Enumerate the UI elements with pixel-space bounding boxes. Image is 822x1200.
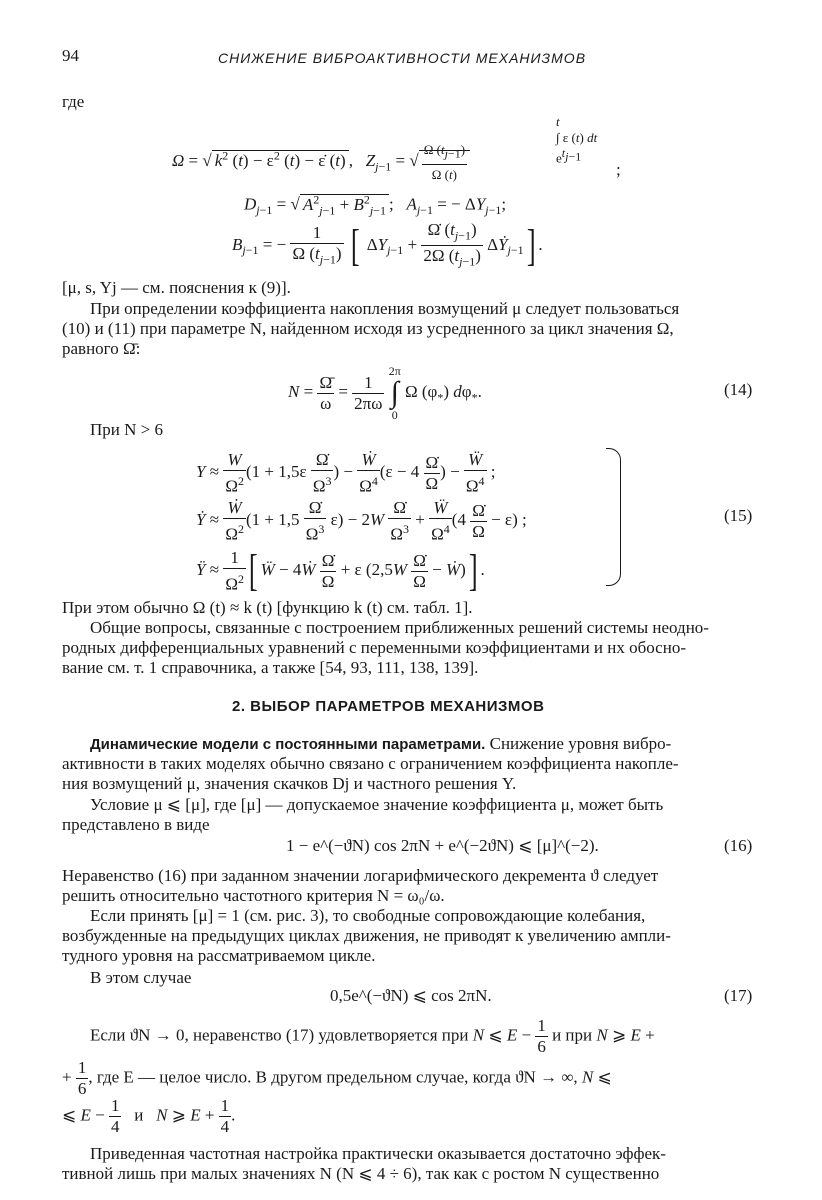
text-note: [μ, s, Yj — см. пояснения к (9)].	[62, 278, 291, 297]
para5-line2: представлено в виде	[62, 815, 210, 834]
eq-14-label: (14)	[724, 380, 753, 399]
para1-line2: (10) и (11) при параметре N, найденном исходя из усредненного за цикл значения Ω,	[62, 319, 674, 338]
para9-text-a: Если ϑN → 0, неравенство (17) удовлетворяется при	[90, 1025, 469, 1045]
eq-z-exponent: t ∫ ε (t) dt $e^{t_{j-1}}$	[556, 114, 598, 166]
section-title: 2. ВЫБОР ПАРАМЕТРОВ МЕХАНИЗМОВ	[232, 698, 545, 715]
eq-15-label: (15)	[724, 506, 753, 525]
runin-title: Динамические модели с постоянными параметрами.	[90, 736, 486, 753]
eq-semicolon: ;	[616, 160, 621, 179]
para8-line1: В этом случае	[90, 968, 192, 987]
eq-16: 1 − e^(−ϑN) cos 2πN + e^(−2ϑN) ⩽ [μ]^(−2).	[286, 836, 599, 855]
para7-line3: тудного уровня на рассматриваемом цикле.	[62, 946, 376, 965]
para3-line2: родных дифференциальных уравнений с переменными коэффициентами и нх обосно-	[62, 638, 686, 657]
eq-15-line3: Ÿ ≈ $\frac{1}{\Omega^2}$ [ Ẅ − 4Ẇ $\frac{\Omegȧ}{\Omega}$ + ε (2,5W $\frac{\Omegȧ}{\Omega}$ − Ẇ)] .	[196, 546, 485, 596]
para9-line2: + $\frac{1}{6}$ , где E — целое число. В другом предельном случае, когда ϑN → ∞, N ⩽	[62, 1058, 612, 1098]
eq-omega-z: Ω = √ $k^2$ $(t) - \varepsilon^2$ (t) − ε̇ (t) , $Z_{j-1}$ = √ $\frac{\Omega (t_{j-1})}{\Omega (t)}$	[172, 140, 470, 185]
para7-line1: Если принять [μ] = 1 (см. рис. 3), то свободные сопровождающие колебания,	[90, 906, 646, 925]
para7-line2: возбужденные на предыдущих циклах движения, не приводят к увеличению ампли-	[62, 926, 671, 945]
para6-line1: Неравенство (16) при заданном значении логарифмического декремента ϑ следует	[62, 866, 659, 885]
para4-line1-rest: Снижение уровня вибро-	[489, 734, 672, 753]
para2-line1: При этом обычно Ω (t) ≈ k (t) [функцию k (t) см. табл. 1].	[62, 598, 473, 617]
para9-text-d: и	[134, 1105, 144, 1125]
eq-d-a: $D_{j-1}$ = √ $A^2_{j-1} + B^2_{j-1}$ ; $A_{j-1}$ = − $\Delta Y_{j-1}$;	[244, 192, 507, 218]
running-title: СНИЖЕНИЕ ВИБРОАКТИВНОСТИ МЕХАНИЗМОВ	[218, 50, 587, 66]
eq-17-label: (17)	[724, 986, 753, 1005]
para9-line1: Если ϑN → 0, неравенство (17) удовлетворяется при N ⩽ E − $\frac{1}{6}$ и при N ⩾ E +	[90, 1016, 655, 1056]
eq-14: N = $\frac{\Omegā}{\omega}$ = $\frac{1}{2\pi\omega}$ 2π ∫ 0 Ω $(\varphi_*)$ $d\varphi_*$.	[288, 364, 482, 422]
para4-line2: активности в таких моделях обычно связано с ограничением коэффициента накопле-	[62, 754, 679, 773]
eq-15-line1: Y ≈ $\frac{W}{\Omega^2}$ (1 + 1,5ε $\frac{\Omegȧ}{\Omega^3}$ ) − $\frac{\text{Ẇ}}{\Omega^4}$ (ε − 4 $\frac{\Omegȧ}{\Omega}$ ) − $\frac{\text{Ẅ}}{\Omega^4}$ ;	[196, 450, 496, 496]
para4-line1	[90, 734, 671, 755]
para5-line1: Условие μ ⩽ [μ], где [μ] — допускаемое значение коэффициента μ, может быть	[90, 795, 664, 814]
text-pri-n6: При N > 6	[90, 420, 163, 439]
para1-line1: При определении коэффициента накопления возмущений μ следует пользоваться	[90, 299, 680, 318]
para6-line2: решить относительно частотного критерия N = ω₀/ω.	[62, 886, 445, 905]
para9-text-c: , где E — целое число. В другом предельном случае, когда ϑN → ∞,	[88, 1067, 578, 1087]
para1-line3: равного Ω̄:	[62, 339, 141, 358]
para9-line3: ⩽ E − $\frac{1}{4}$ и N ⩾ E + $\frac{1}{4}$ .	[62, 1096, 236, 1136]
eq-17: 0,5e^(−ϑN) ⩽ cos 2πN.	[330, 986, 492, 1005]
para3-line1: Общие вопросы, связанные с построением приближенных решений системы неодно-	[90, 618, 709, 637]
eq-15-line2: Ẏ ≈ $\frac{\text{Ẇ}}{\Omega^2}$ (1 + 1,5 $\frac{\Omegȧ}{\Omega^3}$ ε) − 2W $\frac{\Omegȧ}{\Omega^3}$ + $\frac{\text{Ẅ}}{\Omega^4}$ (4 $\frac{\Omegȧ}{\Omega}$ − ε) ;	[196, 498, 527, 544]
para4-line3: ния возмущений μ, значения скачков Dj и частного решения Y.	[62, 774, 517, 793]
eq-b: $B_{j-1}$ = − $\frac{1}{\Omega (t_{j-1})}$ [ $\Delta Y_{j-1}$ + $\frac{\Omegȧ (t_{j-1})}{2\Omega (t_{j-1})}$ ΔẎ$_{j-1}$] .	[232, 220, 543, 270]
page-number: 94	[62, 46, 79, 65]
para9-text-b: и при	[552, 1025, 593, 1045]
para10-line2: тивной лишь при малых значениях N (N ⩽ 4 ÷ 6), так как с ростом N существенно	[62, 1164, 660, 1183]
para10-line1: Приведенная частотная настройка практически оказывается достаточно эффек-	[90, 1144, 666, 1163]
eq-16-label: (16)	[724, 836, 753, 855]
text-gde: где	[62, 92, 85, 111]
eq-15-brace	[606, 448, 621, 586]
para3-line3: вание см. т. 1 справочника, а также [54, 93, 111, 138, 139].	[62, 658, 479, 677]
